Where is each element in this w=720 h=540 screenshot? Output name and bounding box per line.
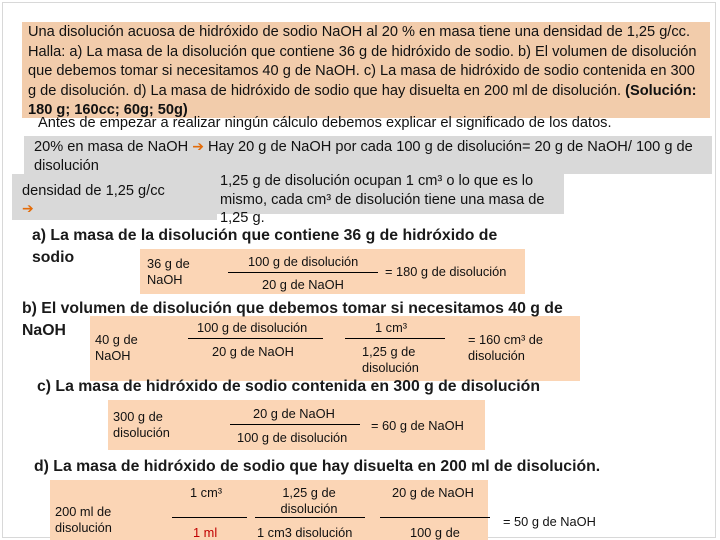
part-c-result: = 60 g de NaOH: [371, 418, 464, 433]
intro-text: Antes de empezar a realizar ningún cálculo debemos explicar el significado de los datos.: [38, 115, 612, 131]
part-c-numerator: 20 g de NaOH: [253, 406, 335, 421]
part-d-num3: 20 g de NaOH: [392, 485, 474, 500]
part-a-denominator: 20 g de NaOH: [262, 277, 344, 292]
part-a-heading: a) La masa de la disolución que contiene 36 g de hidróxido de sodio: [32, 227, 498, 266]
part-d-result: = 50 g de NaOH: [503, 514, 596, 529]
part-c-fraction-line: [230, 424, 360, 425]
percent-label: 20% en masa de NaOH: [34, 139, 189, 155]
density-meaning-box: [210, 168, 564, 226]
part-d-fraction-line-1: [172, 517, 247, 518]
part-b-num1: 100 g de disolución: [197, 320, 308, 335]
part-c-denominator: 100 g de disolución: [237, 430, 348, 445]
solution-text: (Solución: 180 g; 160cc; 60g; 50g): [28, 82, 697, 118]
problem-statement: [22, 22, 710, 118]
statement-text: Una disolución acuosa de hidróxido de sodio NaOH al 20 % en masa tiene una densidad de 1,25 g/cc. Halla: a) La masa de la disolución que contiene 36 g de hidróxido de sodio. b) El volumen de disolución que debemos tomar si necesitamos 40 g de NaOH. c) La masa de hidróxido de sodio contenida en 300 g de disolución. d) La masa de hidróxido de sodio que hay disuelta en 200 ml de disolución.: [28, 24, 697, 99]
part-d-num2: 1,25 g de disolución: [280, 485, 338, 516]
part-b-den2: 1,25 g de disolución: [362, 344, 419, 375]
part-c-given: 300 g de disolución: [113, 409, 170, 440]
percent-meaning: Hay 20 g de NaOH por cada 100 g de disolución= 20 g de NaOH/ 100 g de disolución: [34, 139, 693, 174]
part-d-den2: 1 cm3 disolución: [257, 525, 353, 540]
part-d-num1: 1 cm³: [190, 485, 222, 500]
part-d-den3: 100 g de: [410, 525, 460, 540]
part-b-num2: 1 cm³: [375, 320, 407, 335]
part-b-given: 40 g de NaOH: [95, 332, 138, 363]
part-b-heading: b) El volumen de disolución que debemos tomar si necesitamos 40 g de NaOH: [22, 300, 563, 339]
part-b-result: = 160 cm³ de disolución: [468, 332, 544, 363]
part-c-heading: c) La masa de hidróxido de sodio contenida en 300 g de disolución: [37, 378, 540, 395]
density-meaning: 1,25 g de disolución ocupan 1 cm³ o lo que es lo mismo, cada cm³ de disolución tiene una masa de 1,25 g.: [220, 173, 545, 226]
part-a-numerator: 100 g de disolución: [248, 254, 359, 269]
density-label-box: [12, 174, 217, 220]
part-b-fraction-line-2: [345, 338, 445, 339]
part-d-fraction-line-3: [380, 517, 490, 518]
density-label: densidad de 1,25 g/cc: [22, 183, 165, 199]
part-a-given: 36 g de NaOH: [147, 256, 190, 287]
part-d-den1: 1 ml: [193, 525, 218, 540]
arrow-right-icon: ➔: [22, 201, 34, 217]
part-a-result: = 180 g de disolución: [385, 264, 507, 279]
arrow-right-icon: ➔: [192, 139, 204, 155]
part-a-fraction-line: [228, 272, 378, 273]
part-b-den1: 20 g de NaOH: [212, 344, 294, 359]
part-b-fraction-line-1: [188, 338, 323, 339]
part-d-fraction-line-2: [255, 517, 365, 518]
part-d-given: 200 ml de disolución: [55, 504, 112, 535]
part-d-heading: d) La masa de hidróxido de sodio que hay disuelta en 200 ml de disolución.: [34, 458, 601, 475]
